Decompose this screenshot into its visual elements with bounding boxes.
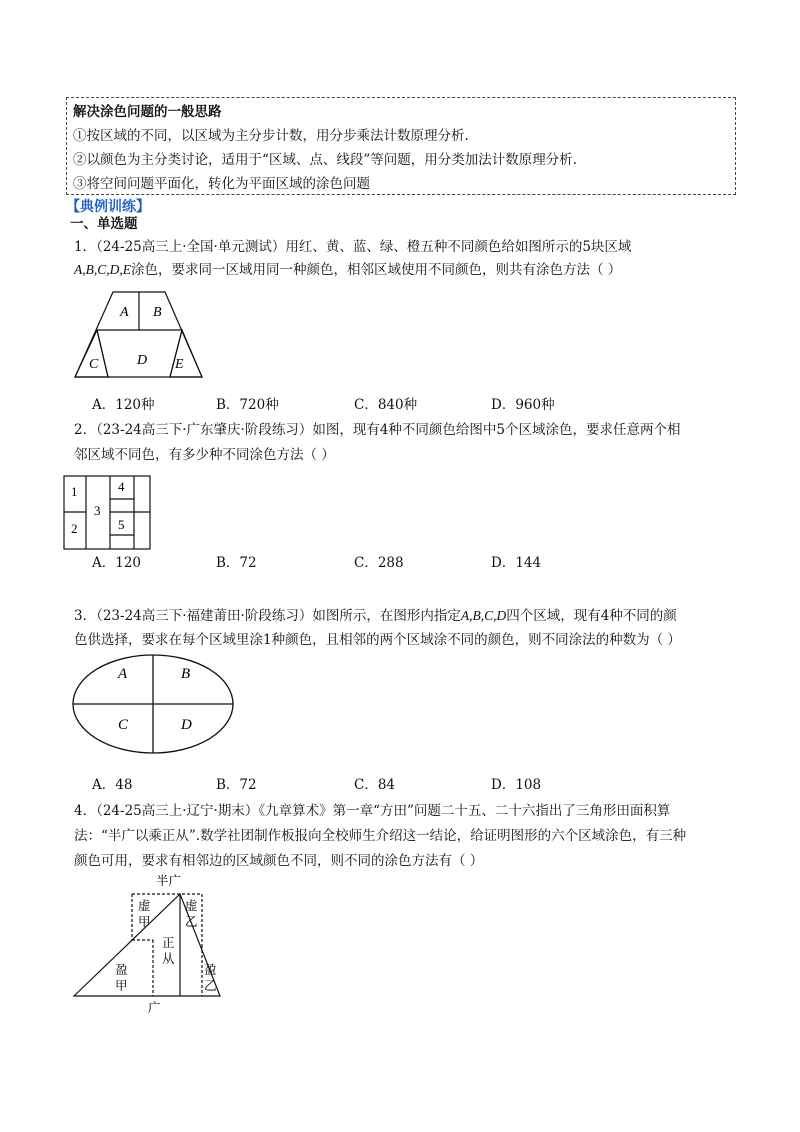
q1-label-a: A <box>120 305 129 320</box>
q4-label-yingyi-2: 乙 <box>204 979 217 993</box>
q4-label-xujia-2: 甲 <box>138 915 151 929</box>
q1-line-1: 1．（24-25高三上·全国·单元测试）用红、黄、蓝、绿、橙五种不同颜色给如图所示的5块区域 <box>74 239 632 255</box>
q3-vars: A,B,C,D <box>460 608 507 623</box>
q4-line-3: 颜色可用，要求有相邻边的区域颜色不同，则不同的涂色方法有（ ） <box>74 853 484 869</box>
q4-label-top: 半广 <box>156 874 182 888</box>
q4-label-xuyi-2: 乙 <box>185 915 198 929</box>
q2-line-1: 2．（23-24高三下·广东肇庆·阶段练习）如图，现有4种不同颜色给图中5个区域涂色，要求任意两个相 <box>74 422 681 438</box>
method-tip-box <box>66 97 736 195</box>
tip-line-1: ①按区域的不同，以区域为主分步计数，用分步乘法计数原理分析. <box>73 128 469 144</box>
tip-title: 解决涂色问题的一般思路 <box>73 104 222 120</box>
section-subtitle: 一、单选题 <box>70 216 138 232</box>
section-tag: 【典例训练】 <box>66 199 150 215</box>
q4-label-xuyi-1: 虚 <box>185 899 198 913</box>
q2-line-2: 邻区域不同色，有多少种不同涂色方法（ ） <box>74 447 335 463</box>
q3-line-2: 色供选择，要求在每个区域里涂1种颜色，且相邻的两个区域涂不同的颜色，则不同涂法的种数为（ ） <box>74 632 681 648</box>
q1-vars: A,B,C,D,E <box>74 262 131 277</box>
q3-label-b: B <box>181 666 191 682</box>
q1-line-2: A,B,C,D,E涂色，要求同一区域用同一种颜色，相邻区域使用不同颜色，则共有涂色方法（ ） <box>74 262 622 278</box>
q2-option-a[interactable]: A．120 <box>92 555 142 571</box>
q3-option-d[interactable]: D．108 <box>491 777 542 793</box>
q2-label-2: 2 <box>71 521 78 536</box>
q1-label-e: E <box>175 357 184 372</box>
q2-label-1: 1 <box>71 484 78 499</box>
q1-label-c: C <box>89 357 99 372</box>
q1-figure <box>70 285 215 383</box>
q3-option-b[interactable]: B．72 <box>216 777 257 793</box>
q4-line-2: 法：“半广以乘正从”.数学社团制作板报向全校师生介绍这一结论，给证明图形的六个区域涂色，有三种 <box>74 828 687 844</box>
q4-label-bottom: 广 <box>148 1001 161 1015</box>
q3-label-a: A <box>118 666 128 682</box>
q2-label-3: 3 <box>94 503 101 518</box>
q1-option-d[interactable]: D．960种 <box>491 397 555 413</box>
q4-label-zheng-1: 正 <box>162 936 175 950</box>
q4-label-yingjia-2: 甲 <box>115 979 128 993</box>
q3-option-a[interactable]: A．48 <box>92 777 133 793</box>
q2-label-4: 4 <box>118 479 125 494</box>
tip-line-3: ③将空间问题平面化，转化为平面区域的涂色问题 <box>73 176 370 192</box>
q4-line-1: 4．（24-25高三上·辽宁·期末）《九章算术》第一章“方田”问题二十五、二十六指出了三角形田面积算 <box>74 803 671 819</box>
q1-option-b[interactable]: B．720种 <box>216 397 279 413</box>
q2-label-5: 5 <box>118 517 125 532</box>
q4-label-yingyi-1: 盈 <box>204 963 217 977</box>
q1-option-a[interactable]: A．120种 <box>92 397 155 413</box>
q4-label-yingjia-1: 盈 <box>115 963 128 977</box>
q3-option-c[interactable]: C．84 <box>354 777 396 793</box>
q2-option-b[interactable]: B．72 <box>216 555 257 571</box>
tip-line-2: ②以颜色为主分类讨论，适用于“区域、点、线段”等问题，用分类加法计数原理分析. <box>73 152 578 168</box>
q1-label-d: D <box>137 353 148 368</box>
q4-label-zheng-2: 从 <box>162 952 175 966</box>
q2-option-d[interactable]: D．144 <box>491 555 542 571</box>
q3-label-d: D <box>181 717 192 733</box>
q2-figure <box>60 473 160 553</box>
q3-figure <box>70 652 240 760</box>
q4-figure <box>68 870 230 1018</box>
q2-option-c[interactable]: C．288 <box>354 555 404 571</box>
q4-label-xujia-1: 虚 <box>138 899 151 913</box>
q1-option-c[interactable]: C．840种 <box>354 397 418 413</box>
q3-line-1: 3．（23-24高三下·福建莆田·阶段练习）如图所示，在图形内指定A,B,C,D四个区域，现有4种不同的颜 <box>74 608 677 624</box>
q1-label-b: B <box>153 305 162 320</box>
q3-label-c: C <box>118 717 129 733</box>
